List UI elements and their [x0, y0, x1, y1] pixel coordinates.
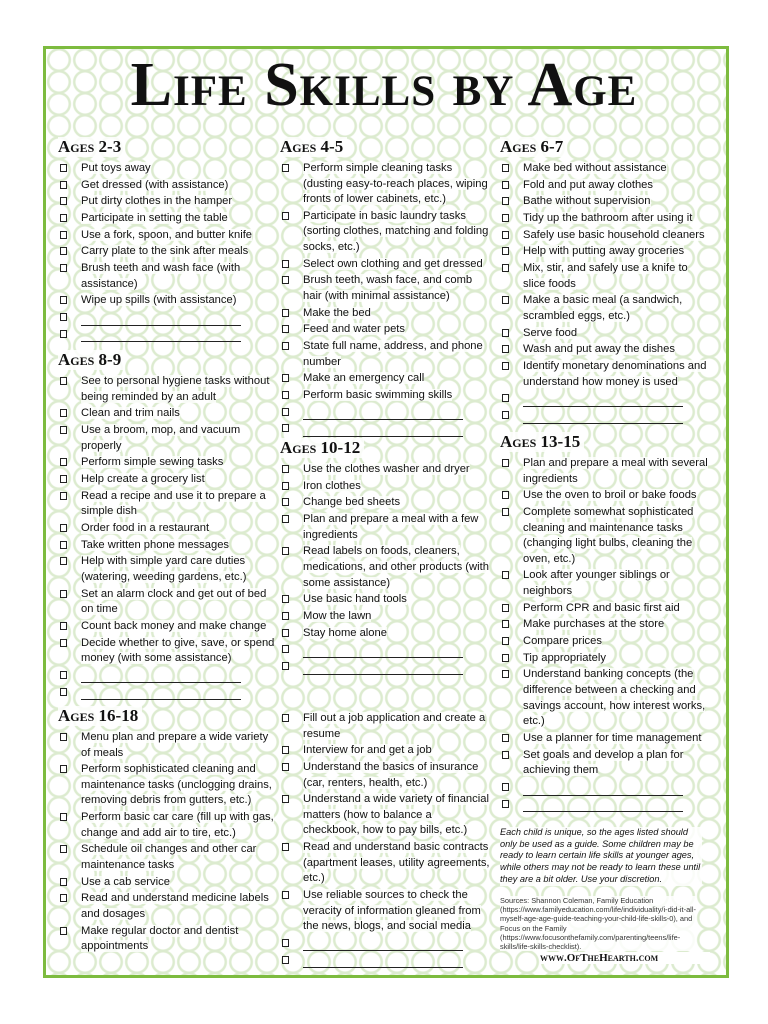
checkbox[interactable] [60, 813, 67, 821]
checklist-item-label: Menu plan and prepare a wide variety of meals [81, 731, 269, 759]
website-link[interactable]: www.OfTheHearth.com [540, 952, 710, 964]
checklist-item [58, 891, 276, 922]
checklist-item [500, 505, 708, 567]
checkbox[interactable] [60, 330, 67, 338]
blank-checklist-item [280, 936, 490, 952]
checklist-item-label: Brush teeth, wash face, and comb hair (with minimal assistance) [303, 274, 473, 303]
checklist-item-label: Perform CPR and basic first aid [523, 601, 680, 614]
checklist-item [58, 762, 276, 809]
checklist-item-label: Clean and trim nails [81, 407, 180, 420]
checklist-item [500, 293, 708, 324]
blank-checklist-item [280, 405, 490, 421]
checklist-item-label: Mix, stir, and safely use a knife to slice foods [523, 262, 688, 290]
checklist-item [58, 554, 276, 585]
checklist-item [500, 228, 708, 244]
checklist-item [280, 711, 490, 742]
blank-checklist-item [500, 780, 708, 796]
checklist-item [58, 244, 270, 260]
checklist-item [500, 211, 708, 227]
checklist-item-label: Understand the basics of insurance (car, renters, health, etc.) [303, 760, 479, 789]
checkbox[interactable] [502, 181, 509, 189]
checklist-item [500, 667, 708, 729]
checkbox[interactable] [60, 878, 67, 886]
checklist-item-label: Understand a wide variety of financial matters (how to balance a checkbook, how to pay bills, etc.) [303, 793, 489, 837]
checkbox[interactable] [282, 795, 289, 803]
checklist-item-label: Interview for and get a job [303, 744, 432, 757]
checklist-item [500, 488, 708, 504]
checkbox[interactable] [502, 620, 509, 628]
checklist-item [280, 322, 490, 338]
write-in-line[interactable] [303, 646, 463, 658]
checklist-item [58, 261, 270, 292]
checklist-item [280, 339, 490, 370]
checklist [58, 730, 276, 955]
checklist-item-label: Put dirty clothes in the hamper [81, 195, 233, 208]
checklist-item [58, 636, 276, 667]
checklist-item [280, 462, 492, 478]
checklist-item-label: Help with simple yard care duties (watering, weeding gardens, etc.) [81, 555, 247, 583]
checklist-item [280, 760, 490, 791]
checklist-item [280, 626, 492, 642]
section-heading: Ages 2-3 [58, 137, 125, 157]
checklist-item-label: Bathe without supervision [523, 195, 651, 208]
blank-checklist-item [500, 797, 708, 813]
checkbox[interactable] [60, 426, 67, 434]
checklist-item [58, 810, 276, 841]
sources-text: Sources: Shannon Coleman, Family Education (https://www.familyeducation.com/life/individuality/i-did-it-all-myself-age-age-guide-teaching-your-child-life-skills-0), and Focus on the Family (https://www.focusonthefamily.com/parenting/teens/life-skills/life-skills-checklist). [500, 896, 696, 952]
blank-checklist-item [58, 668, 276, 684]
checklist [280, 161, 490, 437]
checkbox[interactable] [282, 515, 289, 523]
checkbox[interactable] [60, 541, 67, 549]
checkbox[interactable] [502, 637, 509, 645]
checklist-item [58, 619, 276, 635]
write-in-line[interactable] [523, 412, 683, 424]
checklist-item [280, 592, 492, 608]
checklist-item-label: Make regular doctor and dentist appointments [81, 924, 239, 953]
checkbox[interactable] [60, 409, 67, 417]
blank-checklist-item [280, 953, 490, 969]
checklist-item [58, 178, 270, 194]
checklist-item-label: Fill out a job application and create a resume [303, 712, 486, 740]
checklist-item-label: Use a fork, spoon, and butter knife [81, 228, 253, 241]
checklist-item [280, 209, 490, 256]
section-ages-10-12 [280, 438, 492, 676]
checklist-item-label: Safely use basic household cleaners [523, 228, 705, 241]
checklist-item-label: Wipe up spills (with assistance) [81, 294, 237, 307]
write-in-line[interactable] [303, 663, 463, 675]
checklist-item-label: Carry plate to the sink after meals [81, 245, 249, 258]
checkbox[interactable] [282, 612, 289, 620]
checklist-item [280, 512, 492, 543]
section-heading: Ages 4-5 [280, 137, 347, 157]
checkbox[interactable] [60, 247, 67, 255]
checkbox[interactable] [282, 309, 289, 317]
checkbox[interactable] [60, 622, 67, 630]
checklist-item [280, 161, 490, 208]
section-heading: Ages 13-15 [500, 432, 584, 452]
checklist-item-label: Use a planner for time management [523, 731, 702, 744]
checklist-item [58, 211, 270, 227]
checklist-item-label: Mow the lawn [303, 609, 372, 622]
checklist-item-label: Serve food [523, 326, 578, 339]
checkbox[interactable] [502, 800, 509, 808]
checklist-item-label: Perform basic car care (fill up with gas, change and add air to tire, etc.) [81, 811, 274, 839]
checkbox[interactable] [502, 362, 509, 370]
section-heading: Ages 6-7 [500, 137, 567, 157]
checklist-item-label: Make purchases at the store [523, 618, 665, 631]
section-ages-16-18-continued [280, 711, 490, 969]
checklist-item [280, 479, 492, 495]
checklist-item [280, 257, 490, 273]
write-in-line[interactable] [303, 956, 463, 968]
checklist-item-label: Identify monetary denominations and understand how money is used [523, 360, 707, 388]
checklist-item [280, 888, 490, 935]
checkbox[interactable] [282, 956, 289, 964]
checkbox[interactable] [502, 231, 509, 239]
checklist-item-label: Use the oven to broil or bake foods [523, 489, 697, 502]
checkbox[interactable] [282, 645, 289, 653]
checklist-item-label: Make a basic meal (a sandwich, scrambled eggs, etc.) [523, 294, 683, 322]
checklist-item [58, 423, 276, 454]
checklist-item [58, 472, 276, 488]
checkbox[interactable] [502, 734, 509, 742]
checklist-item-label: Read labels on foods, cleaners, medications, and other products (with some assistance) [303, 545, 489, 589]
checklist-item-label: Plan and prepare a meal with a few ingredients [303, 513, 479, 541]
checklist-item [500, 634, 708, 650]
checkbox[interactable] [502, 197, 509, 205]
section-ages-16-18 [58, 706, 276, 956]
checklist [500, 161, 708, 424]
checklist-item [58, 730, 276, 761]
checkbox[interactable] [502, 264, 509, 272]
checklist-item-label: Get dressed (with assistance) [81, 178, 229, 191]
checklist-item [280, 609, 492, 625]
checklist-item-label: Perform basic swimming skills [303, 389, 453, 402]
checklist-item [280, 792, 490, 839]
checkbox[interactable] [502, 459, 509, 467]
checkbox[interactable] [60, 492, 67, 500]
blank-checklist-item [280, 421, 490, 437]
checklist-item [500, 601, 708, 617]
checkbox[interactable] [60, 765, 67, 773]
checklist [58, 374, 276, 700]
section-ages-6-7 [500, 137, 708, 425]
checkbox[interactable] [502, 214, 509, 222]
checklist-item [58, 538, 276, 554]
checklist-item-label: Make an emergency call [303, 372, 425, 385]
checklist-item-label: Make the bed [303, 306, 371, 319]
checklist-item [500, 568, 708, 599]
checkbox[interactable] [282, 260, 289, 268]
section-ages-8-9 [58, 350, 276, 701]
checklist-item-label: Read and understand medicine labels and dosages [81, 892, 269, 920]
checkbox[interactable] [282, 325, 289, 333]
checklist-item [500, 261, 708, 292]
checkbox[interactable] [502, 345, 509, 353]
checkbox[interactable] [502, 508, 509, 516]
checklist-item-label: Read and understand basic contracts (apartment leases, utility agreements, etc.) [303, 841, 490, 885]
checklist-item-label: Take written phone messages [81, 538, 230, 551]
checkbox[interactable] [282, 342, 289, 350]
write-in-line[interactable] [303, 408, 463, 420]
checklist-item-label: Help create a grocery list [81, 472, 205, 485]
checkbox[interactable] [60, 557, 67, 565]
checkbox[interactable] [60, 313, 67, 321]
section-ages-4-5 [280, 137, 490, 438]
checkbox[interactable] [502, 247, 509, 255]
checkbox[interactable] [60, 927, 67, 935]
checklist-item-label: Order food in a restaurant [81, 521, 210, 534]
checkbox[interactable] [60, 590, 67, 598]
checkbox[interactable] [282, 276, 289, 284]
checklist-item-label: Iron clothes [303, 479, 361, 492]
checklist-item [58, 489, 276, 520]
checklist-item [500, 748, 708, 779]
checklist-item-label: Decide whether to give, save, or spend money (with some assistance) [81, 636, 275, 665]
checklist-item-label: Use a cab service [81, 875, 170, 888]
checklist-item [500, 244, 708, 260]
checklist [280, 462, 492, 675]
checkbox[interactable] [282, 843, 289, 851]
checkbox[interactable] [60, 475, 67, 483]
checklist-item-label: Use a broom, mop, and vacuum properly [81, 423, 241, 452]
checklist-item [58, 587, 276, 618]
checkbox[interactable] [60, 733, 67, 741]
write-in-line[interactable] [303, 425, 463, 437]
checklist-item [58, 194, 270, 210]
checklist-item-label: Change bed sheets [303, 496, 401, 509]
checklist-item-label: Make bed without assistance [523, 162, 667, 174]
checklist-item [58, 924, 276, 955]
checklist-item-label: Use basic hand tools [303, 593, 407, 606]
checkbox[interactable] [502, 670, 509, 678]
checkbox[interactable] [502, 296, 509, 304]
write-in-line[interactable] [81, 330, 241, 342]
checklist-item [280, 743, 490, 759]
write-in-line[interactable] [81, 314, 241, 326]
checklist-item [58, 161, 270, 177]
checkbox[interactable] [282, 746, 289, 754]
checklist-item-label: Tidy up the bathroom after using it [523, 212, 693, 225]
checklist-item-label: Perform simple sewing tasks [81, 456, 224, 469]
checklist-item-label: Select own clothing and get dressed [303, 257, 483, 270]
checklist-item [280, 388, 490, 404]
checklist-item [500, 731, 708, 747]
checkbox[interactable] [60, 164, 67, 172]
checklist-item [58, 228, 270, 244]
checkbox[interactable] [60, 377, 67, 385]
checkbox[interactable] [282, 763, 289, 771]
write-in-line[interactable] [303, 939, 463, 951]
checkbox[interactable] [282, 595, 289, 603]
checklist-item [58, 406, 276, 422]
checklist-item [500, 456, 708, 487]
checklist-item-label: Stay home alone [303, 626, 387, 639]
checklist-item [500, 161, 708, 177]
checkbox[interactable] [60, 231, 67, 239]
checklist-item-label: See to personal hygiene tasks without being reminded by an adult [81, 375, 270, 403]
checkbox[interactable] [282, 212, 289, 220]
checkbox[interactable] [60, 845, 67, 853]
checklist-item-label: State full name, address, and phone number [303, 340, 483, 368]
checkbox[interactable] [60, 894, 67, 902]
write-in-line[interactable] [81, 671, 241, 683]
checklist-item-label: Perform simple cleaning tasks (dusting easy-to-reach places, wiping fronts of lower cabinets, etc.) [303, 162, 488, 206]
checklist-item [280, 306, 490, 322]
blank-checklist-item [58, 685, 276, 701]
section-ages-2-3 [58, 137, 270, 343]
checklist-item-label: Fold and put away clothes [523, 178, 653, 191]
write-in-line[interactable] [523, 784, 683, 796]
checkbox[interactable] [282, 408, 289, 416]
checkbox[interactable] [282, 547, 289, 555]
section-heading: Ages 8-9 [58, 350, 125, 370]
checklist [58, 161, 270, 342]
checkbox[interactable] [282, 714, 289, 722]
section-heading: Ages 10-12 [280, 438, 364, 458]
checklist-item-label: Compare prices [523, 635, 602, 648]
checklist-item-label: Tip appropriately [523, 651, 606, 664]
checklist-item-label: Feed and water pets [303, 323, 405, 336]
checklist-item [58, 293, 270, 309]
checkbox[interactable] [502, 329, 509, 337]
checklist-item [58, 521, 276, 537]
blank-checklist-item [500, 391, 708, 407]
checkbox[interactable] [502, 604, 509, 612]
checklist-item-label: Participate in basic laundry tasks (sorting clothes, matching and folding socks, etc.) [303, 209, 489, 254]
checkbox[interactable] [282, 662, 289, 670]
write-in-line[interactable] [523, 395, 683, 407]
checklist-item-label: Look after younger siblings or neighbors [523, 569, 670, 598]
checklist-item-label: Perform sophisticated cleaning and maintenance tasks (unclogging drains, removing debris from gutters, etc.) [81, 763, 272, 807]
checklist-item [500, 194, 708, 210]
checklist-item [500, 342, 708, 358]
checkbox[interactable] [282, 482, 289, 490]
blank-checklist-item [58, 327, 270, 343]
checkbox[interactable] [502, 411, 509, 419]
checkbox[interactable] [502, 491, 509, 499]
checklist-item-label: Set goals and develop a plan for achieving them [523, 748, 684, 777]
checkbox[interactable] [60, 671, 67, 679]
checkbox[interactable] [60, 458, 67, 466]
page-title: Life Skills by Age [130, 51, 638, 119]
checkbox[interactable] [502, 654, 509, 662]
checklist-item [280, 273, 490, 304]
checklist-item-label: Set an alarm clock and get out of bed on time [81, 587, 267, 616]
checklist-item-label: Help with putting away groceries [523, 245, 685, 258]
checklist-item-label: Read a recipe and use it to prepare a simple dish [81, 489, 266, 518]
checklist-item-label: Wash and put away the dishes [523, 343, 675, 356]
checkbox[interactable] [60, 181, 67, 189]
write-in-line[interactable] [523, 800, 683, 812]
discretion-note: Each child is unique, so the ages listed should only be used as a guide. Some children may be ready to learn certain life skills at younger ages, while others may not be ready to learn these until they are a bit older. Use your discretion. [500, 827, 701, 884]
section-ages-13-15 [500, 432, 708, 813]
section-heading: Ages 16-18 [58, 706, 142, 726]
checklist [280, 711, 490, 968]
checkbox[interactable] [282, 629, 289, 637]
checklist-item [500, 359, 708, 390]
checkbox[interactable] [282, 424, 289, 432]
checkbox[interactable] [502, 164, 509, 172]
checklist-item-label: Put toys away [81, 162, 151, 174]
blank-checklist-item [280, 659, 492, 675]
checklist-item [58, 455, 276, 471]
checklist-item [280, 371, 490, 387]
checklist-item-label: Schedule oil changes and other car maintenance tasks [81, 843, 257, 872]
checkbox[interactable] [60, 264, 67, 272]
checklist-item [500, 617, 708, 633]
blank-checklist-item [58, 310, 270, 326]
checklist-item-label: Brush teeth and wash face (with assistance) [81, 262, 241, 290]
checkbox[interactable] [60, 639, 67, 647]
checkbox[interactable] [282, 391, 289, 399]
checkbox[interactable] [282, 891, 289, 899]
checklist-item-label: Plan and prepare a meal with several ingredients [523, 457, 708, 485]
checkbox[interactable] [502, 751, 509, 759]
checklist-item [280, 544, 492, 591]
checkbox[interactable] [60, 524, 67, 532]
checkbox[interactable] [502, 783, 509, 791]
checkbox[interactable] [60, 688, 67, 696]
checkbox[interactable] [282, 939, 289, 947]
checklist-item [58, 374, 276, 405]
checklist-item [500, 178, 708, 194]
checklist-item-label: Use the clothes washer and dryer [303, 463, 470, 475]
checkbox[interactable] [282, 164, 289, 172]
checkbox[interactable] [60, 197, 67, 205]
checklist [500, 456, 708, 812]
checklist-item [500, 651, 708, 667]
checkbox[interactable] [502, 571, 509, 579]
checklist-item-label: Understand banking concepts (the difference between a checking and savings account, how interest works, etc.) [523, 668, 706, 728]
checkbox[interactable] [60, 214, 67, 222]
checklist-item [280, 840, 490, 887]
checklist-item [280, 495, 492, 511]
checklist-item-label: Complete somewhat sophisticated cleaning and maintenance tasks (changing light bulbs, cleaning the oven, etc.) [523, 505, 694, 565]
blank-checklist-item [500, 408, 708, 424]
checkbox[interactable] [282, 465, 289, 473]
checkbox[interactable] [282, 374, 289, 382]
checkbox[interactable] [502, 394, 509, 402]
write-in-line[interactable] [81, 688, 241, 700]
checkbox[interactable] [60, 296, 67, 304]
checklist-item [58, 842, 276, 873]
checklist-item-label: Use reliable sources to check the veracity of information gleaned from the news, blogs, and social media [303, 889, 481, 933]
checklist-item [58, 875, 276, 891]
checklist-item [500, 326, 708, 342]
checklist-item-label: Participate in setting the table [81, 212, 228, 225]
blank-checklist-item [280, 642, 492, 658]
checkbox[interactable] [282, 498, 289, 506]
checklist-item-label: Count back money and make change [81, 619, 267, 632]
